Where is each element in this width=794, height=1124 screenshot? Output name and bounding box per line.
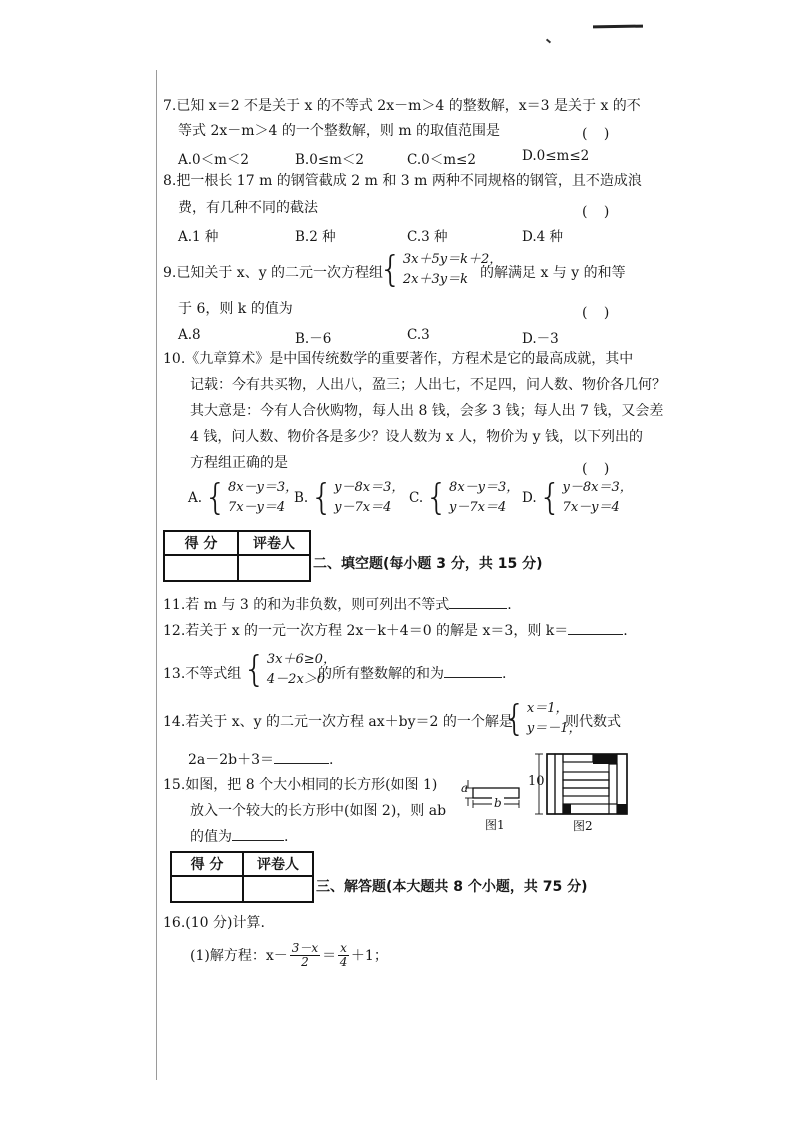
option-10-d-label: D. [522,490,537,506]
score-header: 得 分 [171,852,243,876]
question-12 [163,620,628,642]
option-10-b [294,478,404,518]
brace-icon: { [204,477,227,518]
option-9-a: A.8 [178,327,201,343]
question-8-line2: 费，有几种不同的截法 [178,200,318,216]
option-10-b-eq1: y－8x＝3， [334,480,405,495]
question-9-suffix: 的解满足 x 与 y 的和等 [480,265,626,281]
question-8-line1: 8.把一根长 17 m 的钢管截成 2 m 和 3 m 两种不同规格的钢管，且不造成浪 [163,173,642,189]
option-10-a [188,478,298,518]
option-10-d [522,478,633,518]
grader-header: 评卷人 [243,852,313,876]
question-15-line3 [190,826,288,848]
option-7-b: B.0≤m＜2 [295,152,365,168]
answer-blank-13[interactable] [444,663,502,678]
scan-mark-dot [546,39,551,44]
scan-mark-top [593,25,643,29]
option-10-a-label: A. [188,490,203,506]
grader-header: 评卷人 [238,531,310,555]
answer-blank-11[interactable] [449,594,507,609]
option-10-d-eq1: y－8x＝3， [562,480,633,495]
fraction-1-numerator: 3－x [291,941,319,955]
fraction-1-denominator: 2 [301,955,309,969]
brace-icon: { [503,698,526,739]
question-9-line2: 于 6，则 k 的值为 [178,301,293,317]
system-14-eq2: y＝－1， [526,721,582,736]
question-15-line2: 放入一个较大的长方形中(如图 2)，则 ab [190,803,447,819]
question-7-line1: 7.已知 x＝2 不是关于 x 的不等式 2x－m＞4 的整数解，x＝3 是关于 x 的不 [163,98,641,114]
question-15-line3-text: 的值为 [190,829,232,845]
option-10-b-label: B. [294,490,309,506]
option-10-a-eq1: 8x－y＝3， [227,480,299,495]
brace-icon: { [379,249,402,290]
question-10-line4: 4 钱，问人数、物价各是多少？设人数为 x 人，物价为 y 钱，以下列出的 [190,429,643,445]
question-11 [163,594,512,616]
question-14-line2 [188,749,333,771]
system-14-eq1: x＝1， [526,701,569,716]
option-9-d: D.－3 [522,331,559,347]
system-9-eq1: 3x＋5y＝k＋2， [402,252,503,267]
equals-sign: ＝ [322,947,337,964]
question-14-line2-text: 2a－2b＋3＝ [188,752,275,768]
option-10-b-eq2: y－7x＝4 [334,500,392,515]
question-16-part1-suffix: ＋1； [350,947,388,964]
scan-left-border [156,70,157,1080]
score-cell[interactable] [164,555,238,581]
option-7-a: A.0＜m＜2 [178,152,250,168]
question-15-end: . [284,829,289,845]
section-3-title: 三、解答题(本大题共 8 个小题，共 75 分) [316,879,588,895]
option-10-c-label: C. [409,490,424,506]
answer-paren-8: ( ) [582,204,616,220]
fraction-3-minus-x-over-2 [290,942,320,969]
figure-1-a-label: a [461,781,469,795]
question-10-line5: 方程组正确的是 [190,455,288,471]
question-16-title: 16.(10 分)计算. [163,915,265,931]
figure-1-caption: 图1 [485,818,505,832]
option-7-c: C.0＜m≤2 [407,152,476,168]
score-cell[interactable] [171,876,243,902]
option-8-d: D.4 种 [522,229,564,245]
score-box-section2 [163,530,311,582]
question-14-prefix: 14.若关于 x、y 的二元一次方程 ax＋by＝2 的一个解是 [163,714,513,730]
answer-paren-9: ( ) [582,305,616,321]
question-15-line1: 15.如图，把 8 个大小相同的长方形(如图 1) [163,777,438,793]
fraction-x-over-4 [338,942,349,969]
grader-cell[interactable] [238,555,310,581]
option-7-d: D.0≤m≤2 [522,148,590,164]
answer-blank-12[interactable] [568,620,623,635]
question-12-end: . [623,623,628,639]
answer-blank-15[interactable] [232,826,284,841]
question-16-part1-prefix: (1)解方程：x－ [190,947,288,964]
question-11-end: . [507,597,512,613]
section-2-title: 二、填空题(每小题 3 分，共 15 分) [313,556,543,572]
option-8-a: A.1 种 [178,229,219,245]
score-header: 得 分 [164,531,238,555]
system-13-eq1: 3x＋6≥0， [266,652,336,667]
question-14-suffix: 则代数式 [565,714,621,730]
question-7-line2: 等式 2x－m＞4 的一个整数解，则 m 的取值范围是 [178,123,501,139]
question-10-line1: 10.《九章算术》是中国传统数学的重要著作，方程术是它的最高成就，其中 [163,351,634,367]
question-13-suffix-text: 的所有整数解的和为 [318,666,444,682]
option-8-b: B.2 种 [295,229,336,245]
system-9-eq2: 2x＋3y＝k [402,272,469,287]
brace-icon: { [425,477,449,518]
question-16-part1 [190,942,388,969]
question-12-text: 12.若关于 x 的一元一次方程 2x－k＋4＝0 的解是 x＝3，则 k＝ [163,623,569,639]
question-13-end: . [502,666,507,682]
question-14-end: . [329,752,334,768]
option-10-a-eq2: 7x－y＝4 [227,500,286,515]
figure-2-height-label: 10 [528,774,545,789]
question-13-prefix: 13.不等式组 [163,666,242,682]
answer-paren-10: ( ) [582,461,616,477]
option-8-c: C.3 种 [407,229,448,245]
question-9-prefix: 9.已知关于 x、y 的二元一次方程组 [163,265,384,281]
answer-paren-7: ( ) [582,126,616,142]
option-10-c-eq1: 8x－y＝3， [449,480,520,495]
fraction-2-denominator: 4 [339,955,348,969]
grader-cell[interactable] [243,876,313,902]
score-box-section3 [170,851,314,903]
brace-icon: { [538,477,562,518]
question-11-text: 11.若 m 与 3 的和为非负数，则可列出不等式 [163,597,450,613]
figure-2-caption: 图2 [573,819,593,833]
answer-blank-14[interactable] [274,749,329,764]
brace-icon: { [243,649,266,690]
figure-1-b-label: b [494,796,502,810]
option-9-b: B.－6 [295,331,332,347]
question-13-suffix [318,663,506,685]
brace-icon: { [310,477,334,518]
option-10-c [409,478,519,518]
option-9-c: C.3 [407,327,430,343]
question-10-line3: 其大意是：今有人合伙购物，每人出 8 钱，会多 3 钱；每人出 7 钱，又会差 [190,403,664,419]
option-10-d-eq2: 7x－y＝4 [562,500,620,515]
fraction-2-numerator: x [340,941,347,955]
system-13-eq2: 4－2x＞0 [266,672,326,687]
option-10-c-eq2: y－7x＝4 [449,500,507,515]
question-10-line2: 记载：今有共买物，人出八，盈三；人出七，不足四，问人数、物价各几何？ [190,377,666,393]
